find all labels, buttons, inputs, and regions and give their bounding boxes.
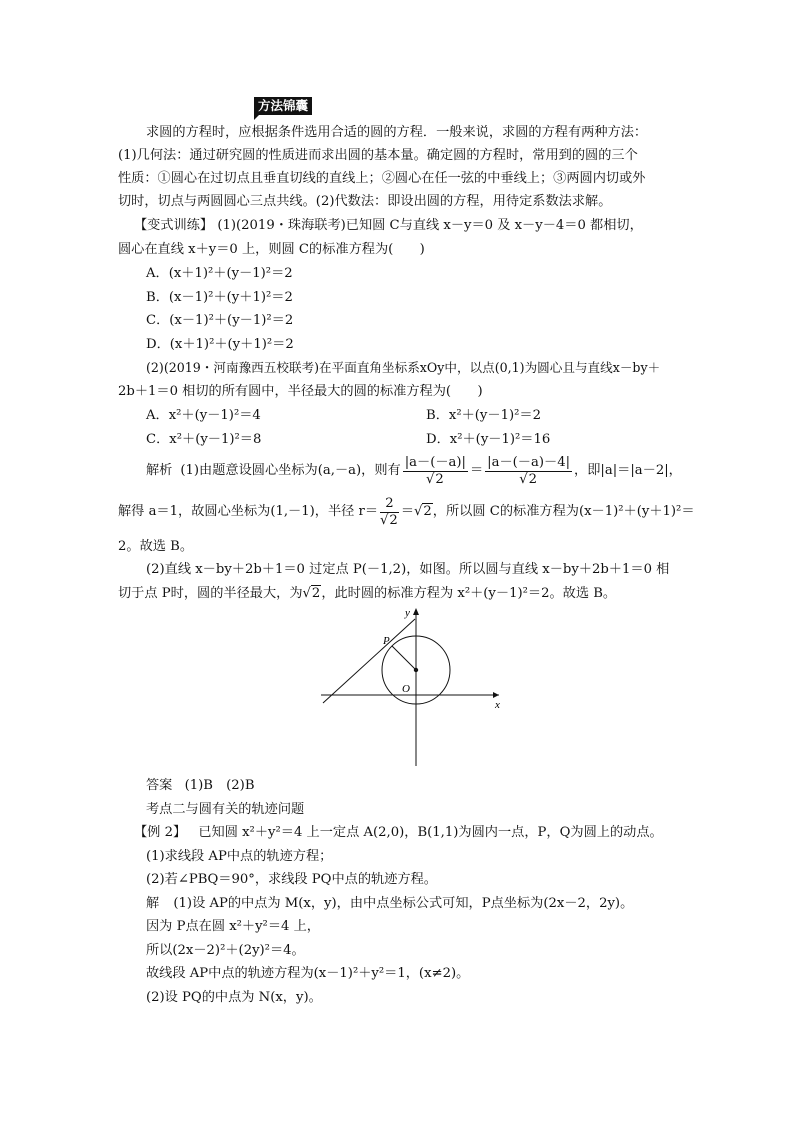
- radius-segment: [392, 646, 416, 670]
- solution-text-b: ，即|a|＝|a－2|，: [574, 463, 682, 478]
- q1-option-c: C．(x－1)²＋(y－1)²＝2: [146, 313, 294, 328]
- q1-option-b: B．(x－1)²＋(y＋1)²＝2: [146, 290, 293, 305]
- fraction-2-denominator: √2: [519, 471, 537, 487]
- method-badge: 方法锦囊: [254, 97, 312, 115]
- y-arrow-icon: [413, 608, 419, 615]
- solution-2-label: 解: [146, 896, 160, 911]
- fraction-1-denominator: √2: [425, 471, 444, 487]
- variant-q1-line-1: [134, 217, 643, 235]
- answer-line: [146, 777, 255, 795]
- solution-line-1: 解析 (1)由题意设圆心坐标为(a,－a)，则有 $\frac{|a-(-a)|}{√2}$ ＝ $\frac{|a-(-a)-4|}{√2}$ ，即|a|＝|a－2|，: [146, 454, 682, 487]
- q2-option-d: D．x²＋(y－1)²＝16: [426, 432, 551, 447]
- fraction-1-numerator: |a－(－a)|: [404, 454, 466, 470]
- solution-2-line-3: 所以(2x－2)²＋(2y)²＝4。: [146, 943, 305, 958]
- label-x: x: [495, 699, 500, 711]
- solution-2-line-2: 因为 P点在圆 x²＋y²＝4 上，: [146, 919, 320, 934]
- example-2-label: 【例 2】: [134, 825, 187, 840]
- intro-line-4: 切时，切点与两圆圆心三点共线。(2)代数法：即设出圆的方程，用待定系数法求解。: [118, 194, 612, 209]
- variant-q2-line-1: (2)(2019・河南豫西五校联考)在平面直角坐标系xOy中，以点(0,1)为圆心且与直线x－by＋: [146, 360, 661, 375]
- q1-option-a: A．(x＋1)²＋(y－1)²＝2: [146, 266, 293, 281]
- solution-line-2: [118, 494, 695, 530]
- solution-2-line-4: 故线段 AP中点的轨迹方程为(x－1)²＋y²＝1，(x≠2)。: [146, 966, 470, 981]
- circle-tangent-figure: [315, 604, 515, 770]
- answer-text: (1)B (2)B: [184, 778, 255, 793]
- example-2-q2: (2)若∠PBQ＝90°，求线段 PQ中点的轨迹方程。: [146, 872, 437, 887]
- sqrt-value: √2: [414, 504, 432, 519]
- fraction-2-numerator: |a－(－a)－4|: [487, 454, 571, 470]
- q2-option-b: B．x²＋(y－1)²＝2: [426, 408, 541, 423]
- q1-option-d: D．(x＋1)²＋(y＋1)²＝2: [146, 337, 294, 352]
- solution-text-c: 解得 a＝1，故圆心坐标为(1,－1)，半径 r＝: [118, 504, 379, 519]
- topic-2-heading: 考点二与圆有关的轨迹问题: [146, 802, 305, 817]
- x-arrow-icon: [493, 692, 499, 698]
- variant-q1-text: (1)(2019・珠海联考)已知圆 C与直线 x－y＝0 及 x－y－4＝0 都相切，: [217, 218, 643, 233]
- fraction-1: [403, 455, 468, 488]
- solution-line-5: 切于点 P时，圆的半径最大，为√2，此时圆的标准方程为 x²＋(y－1)²＝2。故选 B。: [118, 586, 617, 601]
- radius-sqrt: √2: [302, 586, 321, 601]
- fraction-3: [380, 496, 399, 529]
- solution-eq: ＝: [400, 504, 414, 519]
- label-p: P: [383, 635, 390, 647]
- fraction-3-denominator: √2: [380, 512, 398, 528]
- fraction-2: [485, 455, 572, 488]
- center-point: [414, 668, 418, 672]
- variant-q2-line-2: 2b＋1＝0 相切的所有圆中，半径最大的圆的标准方程为( ): [118, 384, 483, 399]
- intro-line-3: 性质：①圆心在过切点且垂直切线的直线上；②圆心在任一弦的中垂线上；③两圆内切或外: [118, 171, 646, 186]
- label-y: y: [405, 607, 410, 619]
- intro-line-1: 求圆的方程时，应根据条件选用合适的圆的方程．一般来说，求圆的方程有两种方法：: [146, 125, 648, 140]
- intro-line-2: (1)几何法：通过研究圆的性质进而求出圆的基本量。确定圆的方程时，常用到的圆的三个: [118, 148, 638, 163]
- solution-label: 解析: [146, 463, 173, 478]
- solution-2-line-5: (2)设 PQ的中点为 N(x，y)。: [146, 990, 322, 1005]
- example-2-q1: (1)求线段 AP中点的轨迹方程；: [146, 849, 333, 864]
- example-2-line: [134, 824, 663, 842]
- example-2-text: 已知圆 x²＋y²＝4 上一定点 A(2,0)，B(1,1)为圆内一点，P，Q为圆上的动点。: [198, 825, 663, 840]
- solution-text-a: (1)由题意设圆心坐标为(a,－a)，则有: [180, 463, 401, 478]
- q2-option-a: A．x²＋(y－1)²＝4: [146, 408, 261, 423]
- solution-text-d: ，所以圆 C的标准方程为(x－1)²＋(y＋1)²＝: [432, 504, 695, 519]
- label-o: O: [402, 683, 410, 695]
- variant-heading: 【变式训练】: [134, 218, 214, 233]
- fraction-3-numerator: 2: [380, 496, 399, 513]
- solution-line-3: 2。故选 B。: [118, 539, 194, 554]
- q2-option-c: C．x²＋(y－1)²＝8: [146, 432, 262, 447]
- solution-line-4: (2)直线 x－by＋2b＋1＝0 过定点 P(－1,2)，如图。所以圆与直线 x－by＋2b＋1＝0 相: [146, 562, 670, 577]
- answer-label: 答案: [146, 778, 173, 793]
- variant-q1-line-2: 圆心在直线 x＋y＝0 上，则圆 C的标准方程为( ): [118, 242, 425, 257]
- solution-2-line-1: 解 (1)设 AP的中点为 M(x，y)，由中点坐标公式可知，P点坐标为(2x－2，2y)。: [146, 896, 634, 911]
